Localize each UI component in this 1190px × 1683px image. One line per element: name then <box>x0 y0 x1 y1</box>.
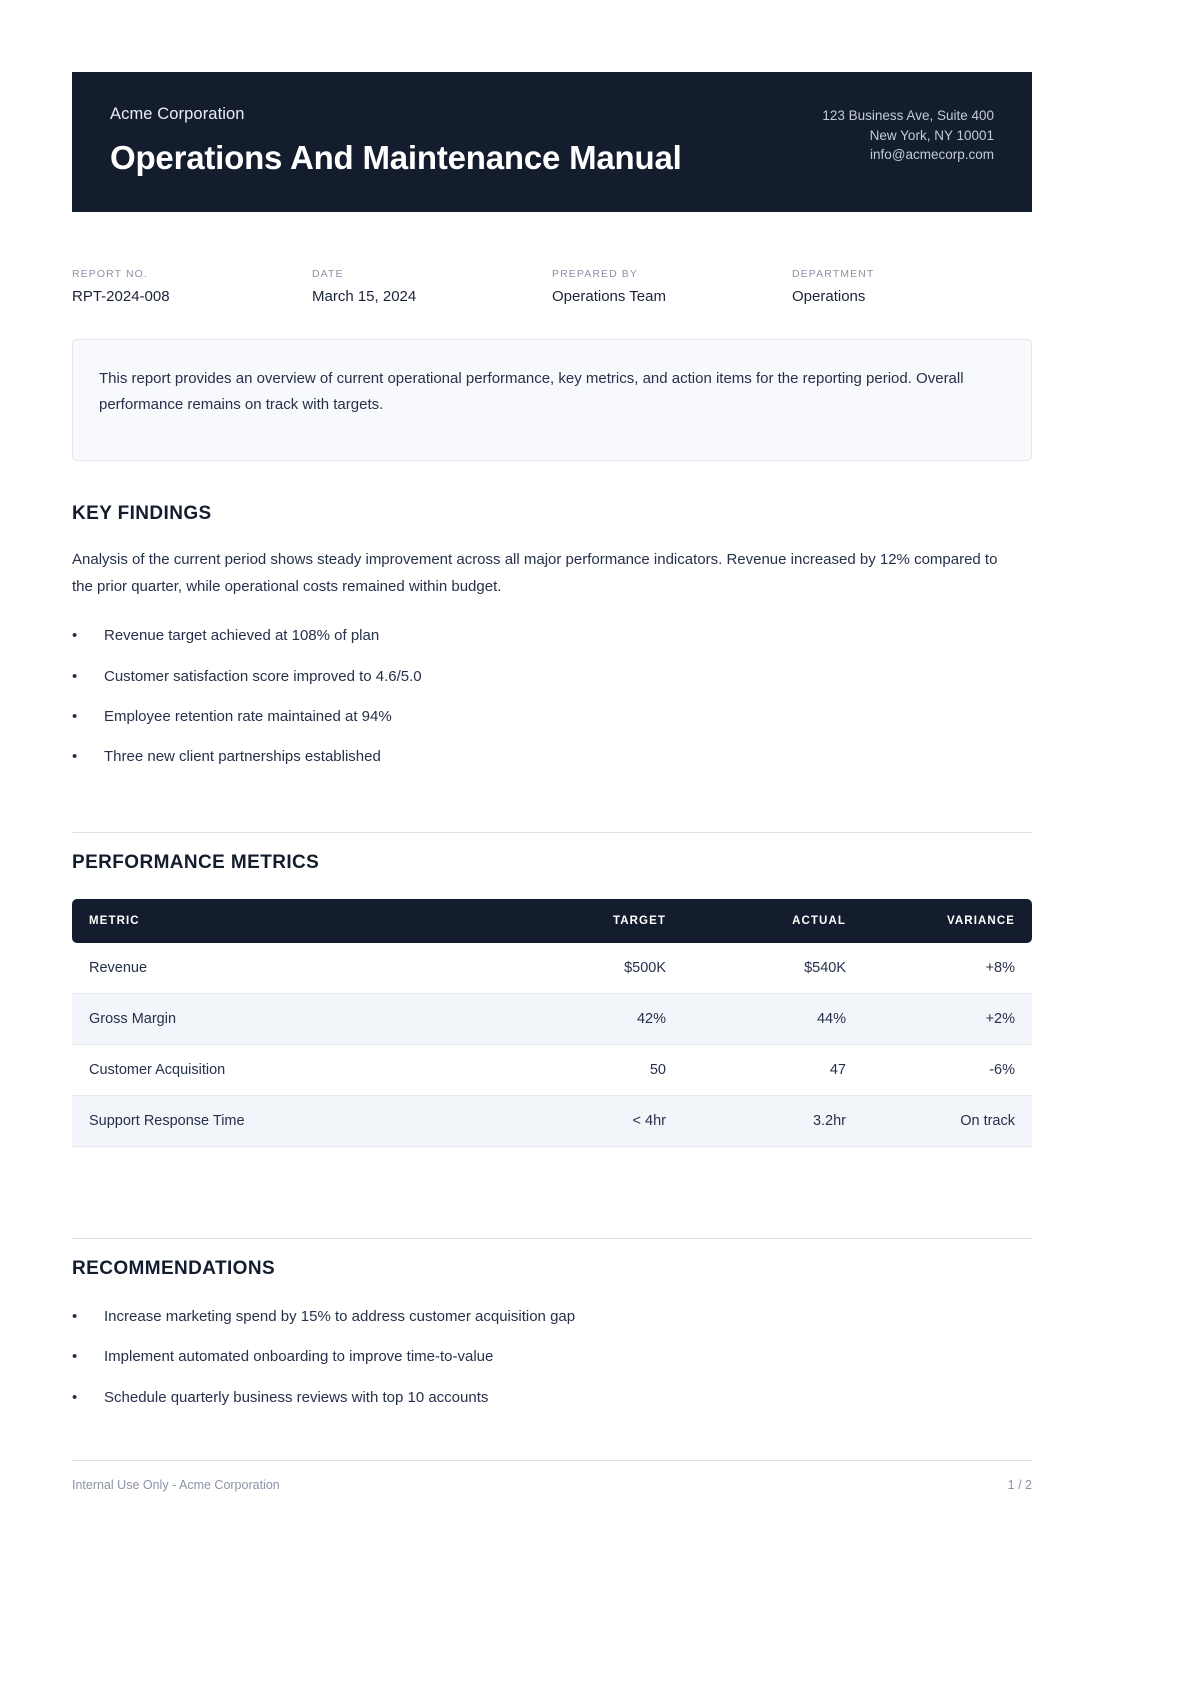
table-row <box>72 943 1032 994</box>
column-header-metric: METRIC <box>72 899 502 943</box>
table-row <box>72 1045 1032 1096</box>
list-item-label: Increase marketing spend by 15% to address customer acquisition gap <box>104 1308 576 1325</box>
list-item <box>72 1305 1032 1328</box>
footer-divider <box>72 1460 1032 1461</box>
bullet-marker-icon: • <box>72 707 78 725</box>
meta-value: RPT-2024-008 <box>72 288 170 305</box>
bullet-marker-icon: • <box>72 1348 78 1366</box>
column-header-target: TARGET <box>502 899 682 943</box>
meta-field-date <box>312 268 552 307</box>
list-item-label: Three new client partnerships established <box>104 748 381 766</box>
list-item <box>72 1345 1032 1368</box>
contact-email: info@acmecorp.com <box>870 147 994 163</box>
table-header-row <box>72 899 1032 943</box>
performance-metrics-table <box>72 899 1032 1147</box>
list-item <box>72 745 1032 768</box>
cell-variance: +2% <box>862 994 1032 1045</box>
list-item <box>72 705 1032 728</box>
meta-field-prepared-by <box>552 268 792 307</box>
contact-address-line1: 123 Business Ave, Suite 400 <box>822 108 994 123</box>
cell-target: $500K <box>502 943 682 994</box>
company-name: Acme Corporation <box>110 105 245 123</box>
header-left-block <box>110 102 682 178</box>
cell-actual: 3.2hr <box>682 1096 862 1147</box>
section-heading-performance-metrics: PERFORMANCE METRICS <box>72 852 320 873</box>
list-item-label: Employee retention rate maintained at 94% <box>104 707 392 725</box>
list-item <box>72 624 1032 647</box>
list-item <box>72 665 1032 688</box>
cell-variance: +8% <box>862 943 1032 994</box>
list-item-label: Revenue target achieved at 108% of plan <box>104 627 380 645</box>
section-divider <box>72 1238 1032 1239</box>
footer-left-text: Internal Use Only - Acme Corporation <box>72 1478 280 1492</box>
bullet-marker-icon: • <box>72 1388 78 1406</box>
meta-field-report-no <box>72 268 312 307</box>
column-header-variance: VARIANCE <box>862 899 1032 943</box>
meta-value: Operations <box>792 288 866 305</box>
list-item-label: Schedule quarterly business reviews with top 10 accounts <box>104 1388 489 1406</box>
bullet-marker-icon: • <box>72 1308 78 1325</box>
table-body <box>72 943 1032 1147</box>
document-header <box>72 72 1032 212</box>
cell-target: 42% <box>502 994 682 1045</box>
meta-label: DATE <box>312 268 344 280</box>
section-performance-metrics <box>72 852 1032 1147</box>
section-heading-recommendations: RECOMMENDATIONS <box>72 1258 276 1279</box>
document-meta-row <box>72 268 1032 307</box>
cell-actual: $540K <box>682 943 862 994</box>
bullet-marker-icon: • <box>72 748 78 766</box>
section-divider <box>72 832 1032 833</box>
contact-address-line2: New York, NY 10001 <box>869 127 994 143</box>
list-item-label: Customer satisfaction score improved to 4.6/5.0 <box>104 667 422 685</box>
cell-target: 50 <box>502 1045 682 1096</box>
section-heading-key-findings: KEY FINDINGS <box>72 503 212 524</box>
recommendations-bullet-list <box>72 1305 1032 1409</box>
key-findings-paragraph: Analysis of the current period shows steady improvement across all major performance indicators. Revenue increased by 12% compared to the prior quarter, while operational costs remained within budget. <box>72 551 998 595</box>
cell-actual: 47 <box>682 1045 862 1096</box>
meta-value: Operations Team <box>552 288 666 305</box>
cell-target: < 4hr <box>502 1096 682 1147</box>
list-item <box>72 1386 1032 1409</box>
summary-text: This report provides an overview of current operational performance, key metrics, and action items for the reporting period. Overall performance remains on track with targets. <box>99 370 964 414</box>
bullet-marker-icon: • <box>72 667 78 685</box>
bullet-marker-icon: • <box>72 627 78 645</box>
page-title: Operations And Maintenance Manual <box>110 138 682 176</box>
meta-label: DEPARTMENT <box>792 268 875 280</box>
meta-field-department <box>792 268 1032 307</box>
header-contact-block <box>822 102 994 165</box>
meta-label: PREPARED BY <box>552 268 639 280</box>
cell-actual: 44% <box>682 994 862 1045</box>
key-findings-bullet-list <box>72 624 1032 768</box>
column-header-actual: ACTUAL <box>682 899 862 943</box>
meta-value: March 15, 2024 <box>312 288 417 305</box>
cell-metric: Customer Acquisition <box>72 1045 502 1096</box>
document-footer <box>72 1478 1032 1492</box>
section-key-findings <box>72 503 1032 785</box>
table-header <box>72 899 1032 943</box>
cell-metric: Gross Margin <box>72 994 502 1045</box>
list-item-label: Implement automated onboarding to improve time-to-value <box>104 1348 494 1366</box>
cell-metric: Revenue <box>72 943 502 994</box>
table-row <box>72 994 1032 1045</box>
executive-summary-box <box>72 339 1032 461</box>
section-recommendations <box>72 1258 1032 1426</box>
cell-variance: On track <box>862 1096 1032 1147</box>
cell-metric: Support Response Time <box>72 1096 502 1147</box>
table-row <box>72 1096 1032 1147</box>
meta-label: REPORT NO. <box>72 268 148 280</box>
footer-page-number: 1 / 2 <box>1007 1478 1032 1492</box>
cell-variance: -6% <box>862 1045 1032 1096</box>
